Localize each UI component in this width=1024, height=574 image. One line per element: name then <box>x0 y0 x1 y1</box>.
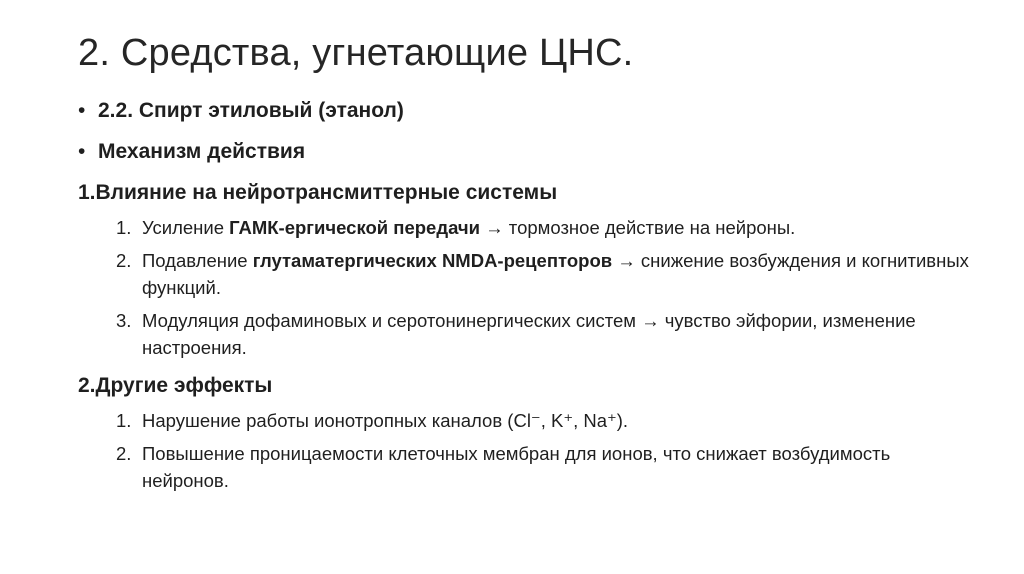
bullet-text: Механизм действия <box>98 140 306 163</box>
slide-title: 2. Средства, угнетающие ЦНС. <box>78 32 634 74</box>
item-text-tail: → снижение возбуждения и когнитивных функций. <box>142 250 969 298</box>
item-bold-text: глутаматергических NMDA-рецепторов <box>252 250 613 271</box>
bullet-marker: • <box>78 140 86 163</box>
section-list <box>78 214 978 361</box>
list-item <box>78 214 978 241</box>
list-item <box>78 247 978 301</box>
list-number: 1. <box>116 410 132 431</box>
list-number: 2. <box>116 250 132 271</box>
bullet-item <box>78 139 978 165</box>
list-number: 3. <box>116 310 132 331</box>
bullet-marker: • <box>78 99 86 122</box>
list-item <box>78 407 978 434</box>
list-number: 2. <box>116 443 132 464</box>
section-heading: 2.Другие эффекты <box>78 374 273 397</box>
item-text: Подавление <box>142 250 253 271</box>
list-number: 1. <box>116 217 132 238</box>
item-bold-text: ГАМК-ергической передачи <box>229 217 481 238</box>
bullet-text: 2.2. Спирт этиловый (этанол) <box>98 99 404 122</box>
bullet-item <box>78 98 978 124</box>
item-text-tail: → тормозное действие на нейроны. <box>480 217 796 238</box>
list-item <box>78 307 978 361</box>
section-list <box>78 407 978 494</box>
item-text: Модуляция дофаминовых и серотонинергических систем → чувство эйфории, изменение настроения. <box>142 310 916 358</box>
list-item <box>78 440 978 494</box>
item-text: Повышение проницаемости клеточных мембран для ионов, что снижает возбудимость нейронов. <box>142 443 891 491</box>
section-heading: 1.Влияние на нейротрансмиттерные системы <box>78 181 558 204</box>
item-text: Нарушение работы ионотропных каналов (Cl⁻, K⁺, Na⁺). <box>142 410 629 431</box>
slide-content <box>78 98 978 506</box>
item-text: Усиление <box>142 217 230 238</box>
